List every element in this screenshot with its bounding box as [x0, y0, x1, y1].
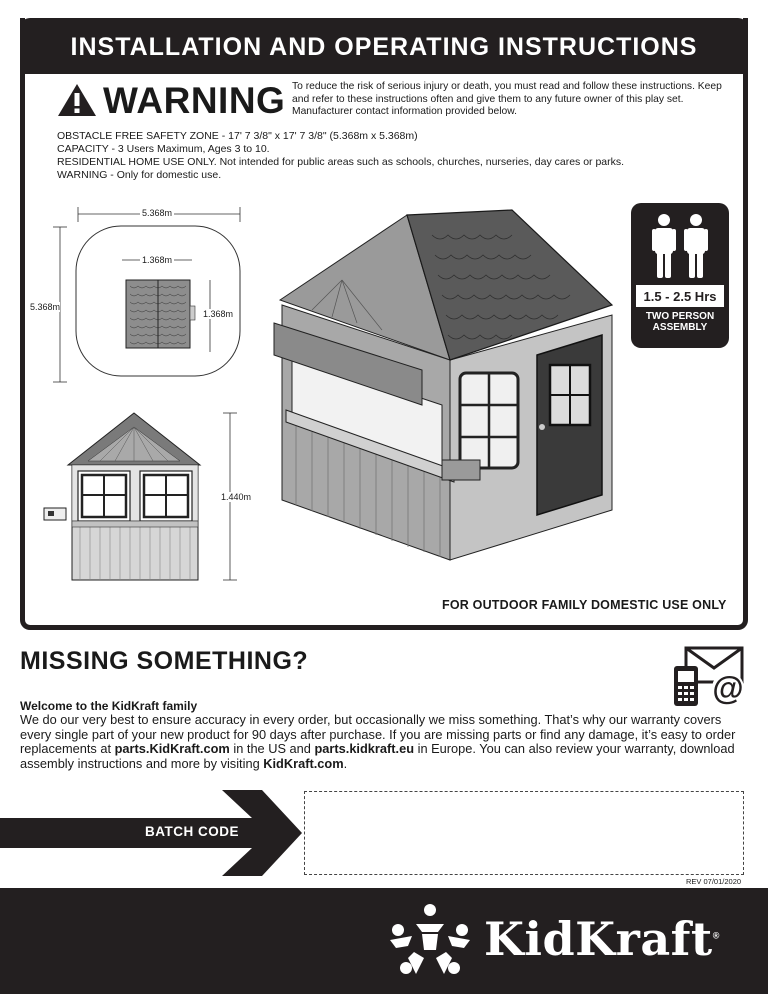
safety-info [57, 130, 624, 182]
missing-heading: MISSING SOMETHING? [20, 647, 309, 675]
parts-eu-link[interactable]: parts.kidkraft.eu [314, 741, 415, 757]
warranty-text [20, 713, 745, 771]
revision-date: REV 07/01/2020 [686, 877, 742, 886]
zone-width-label: 5.368m [142, 208, 173, 218]
house-height-label: 1.440m [221, 492, 252, 502]
capacity-text: CAPACITY - 3 Users Maximum, Ages 3 to 10. [57, 143, 270, 155]
residential-text: RESIDENTIAL HOME USE ONLY. Not intended for public areas such as schools, churches, nurseries, day cares or parks. [57, 156, 625, 168]
warranty-text-part: . [343, 755, 348, 771]
welcome-heading: Welcome to the KidKraft family [20, 699, 198, 713]
warranty-text-part: in the US and [229, 741, 315, 757]
warning-heading [57, 80, 285, 122]
assembly-time: 1.5 - 2.5 Hrs [636, 285, 724, 307]
outdoor-use-notice: FOR OUTDOOR FAMILY DOMESTIC USE ONLY [442, 598, 727, 612]
warranty-text-part: We do our very best to ensure accuracy in every order, but occasionally we miss something. That’s why our warranty covers every single part of your new product for 90 days after purchase. If you are missing parts or find any damage, it’s easy to order replacements at [20, 712, 736, 757]
assembly-badge [631, 203, 729, 348]
assembly-people [631, 311, 729, 333]
warning-text: To reduce the risk of serious injury or death, you must read and follow these instructions. Keep and refer to these instructions often and give them to any future owner of this play set. Manufacturer contact information provided below. [292, 81, 722, 118]
kidkraft-brand [484, 912, 720, 966]
assembly-people-count: TWO PERSON [645, 311, 715, 322]
warranty-text-part: in Europe. You can also review your warranty, download assembly instructions and more by visiting [20, 741, 735, 771]
footer [0, 888, 768, 994]
zone-depth-label: 5.368m [30, 302, 61, 312]
svg-text:@: @ [712, 670, 744, 706]
safety-zone-diagram [40, 202, 250, 392]
front-view-diagram [40, 405, 245, 585]
contact-icon [672, 646, 748, 708]
warning-label: WARNING [103, 80, 286, 121]
page-title: INSTALLATION AND OPERATING INSTRUCTIONS [20, 18, 748, 74]
kidkraft-link[interactable]: KidKraft.com [263, 755, 344, 771]
house-depth-label: 1.368m [203, 309, 234, 319]
house-width-label: 1.368m [142, 255, 173, 265]
safety-zone-text: OBSTACLE FREE SAFETY ZONE - 17' 7 3/8" x 17' 7 3/8" (5.368m x 5.368m) [57, 130, 418, 142]
batch-code-box [304, 791, 744, 875]
domestic-warning-text: WARNING - Only for domestic use. [57, 169, 222, 181]
assembly-label: ASSEMBLY [652, 322, 708, 333]
playhouse-illustration [272, 205, 622, 565]
brand-name: KidKraft [484, 912, 713, 966]
two-person-icon [649, 213, 711, 279]
parts-us-link[interactable]: parts.KidKraft.com [114, 741, 230, 757]
registered-mark: ® [712, 930, 720, 941]
kidkraft-logo-icon [386, 902, 474, 980]
warning-triangle-icon [57, 83, 97, 117]
batch-code-label: BATCH CODE [145, 824, 239, 839]
